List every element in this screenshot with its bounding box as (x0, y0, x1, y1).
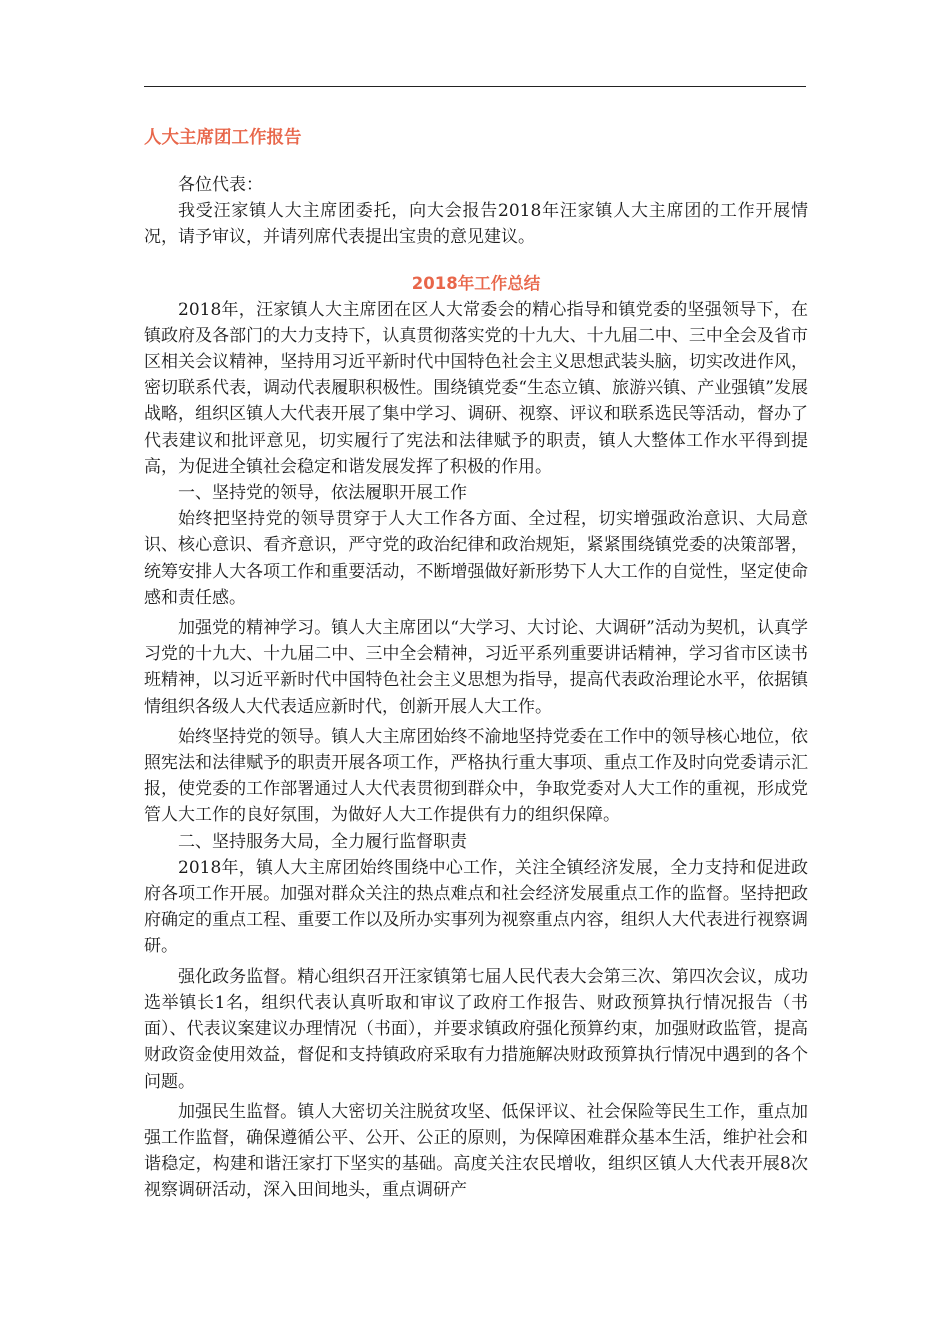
section-title: 2018年工作总结 (411, 273, 541, 293)
paragraph: 强化政务监督。精心组织召开汪家镇第七届人民代表大会第三次、第四次会议，成功选举镇长1名，组织代表认真听取和审议了政府工作报告、财政预算执行情况报告（书面）、代表议案建议办理情况（书面），并要求镇政府强化预算约束，加强财政监管，提高财政资金使用效益，督促和支持镇政府采取有力措施解决财政预算执行情况中遇到的各个问题。 (144, 966, 808, 1092)
document-body (144, 172, 808, 1204)
document-title: 人大主席团工作报告 (144, 128, 302, 148)
paragraph: 2018年，镇人大主席团始终围绕中心工作，关注全镇经济发展，全力支持和促进政府各项工作开展。加强对群众关注的热点难点和社会经济发展重点工作的监督。坚持把政府确定的重点工程、重要工作以及所办实事列为视察重点内容，组织人大代表进行视察调研。 (144, 857, 808, 957)
paragraph: 加强民生监督。镇人大密切关注脱贫攻坚、低保评议、社会保险等民生工作，重点加强工作监督，确保遵循公平、公开、公正的原则，为保障困难群众基本生活，维护社会和谐稳定，构建和谐汪家打下坚实的基础。高度关注农民增收，组织区镇人大代表开展8次视察调研活动，深入田间地头，重点调研产 (144, 1101, 808, 1201)
paragraph: 始终把坚持党的领导贯穿于人大工作各方面、全过程，切实增强政治意识、大局意识、核心意识、看齐意识，严守党的政治纪律和政治规矩，紧紧围绕镇党委的决策部署，统筹安排人大各项工作和重要活动，不断增强做好新形势下人大工作的自觉性，坚定使命感和责任感。 (144, 509, 808, 608)
paragraph: 加强党的精神学习。镇人大主席团以“大学习、大讨论、大调研”活动为契机，认真学习党的十九大、十九届二中、三中全会精神，习近平系列重要讲话精神，学习省市区读书班精神，以习近平新时代中国特色社会主义思想为指导，提高代表政治理论水平，依据镇情组织各级人大代表适应新时代，创新开展人大工作。 (144, 618, 808, 717)
heading-one: 一、坚持党的领导，依法履职开展工作 (178, 483, 467, 504)
heading-two: 二、坚持服务大局，全力履行监督职责 (178, 831, 467, 852)
header-rule (144, 86, 806, 87)
salutation: 各位代表： (178, 175, 263, 195)
paragraph: 2018年，汪家镇人大主席团在区人大常委会的精心指导和镇党委的坚强领导下，在镇政府及各部门的大力支持下，认真贯彻落实党的十九大、十九届二中、三中全会及省市区相关会议精神，坚持用习近平新时代中国特色社会主义思想武装头脑，切实改进作风，密切联系代表，调动代表履职积极性。围绕镇党委“生态立镇、旅游兴镇、产业强镇”发展战略，组织区镇人大代表开展了集中学习、调研、视察、评议和联系选民等活动，督办了代表建议和批评意见，切实履行了宪法和法律赋予的职责，镇人大整体工作水平得到提高，为促进全镇社会稳定和谐发展发挥了积极的作用。 (144, 299, 808, 477)
paragraph: 始终坚持党的领导。镇人大主席团始终不渝地坚持党委在工作中的领导核心地位，依照宪法和法律赋予的职责开展各项工作，严格执行重大事项、重点工作及时向党委请示汇报，使党委的工作部署通过人大代表贯彻到群众中，争取党委对人大工作的重视，形成党管人大工作的良好氛围，为做好人大工作提供有力的组织保障。 (144, 726, 808, 826)
intro-paragraph: 我受汪家镇人大主席团委托，向大会报告2018年汪家镇人大主席团的工作开展情况，请予审议，并请列席代表提出宝贵的意见建议。 (144, 201, 808, 248)
